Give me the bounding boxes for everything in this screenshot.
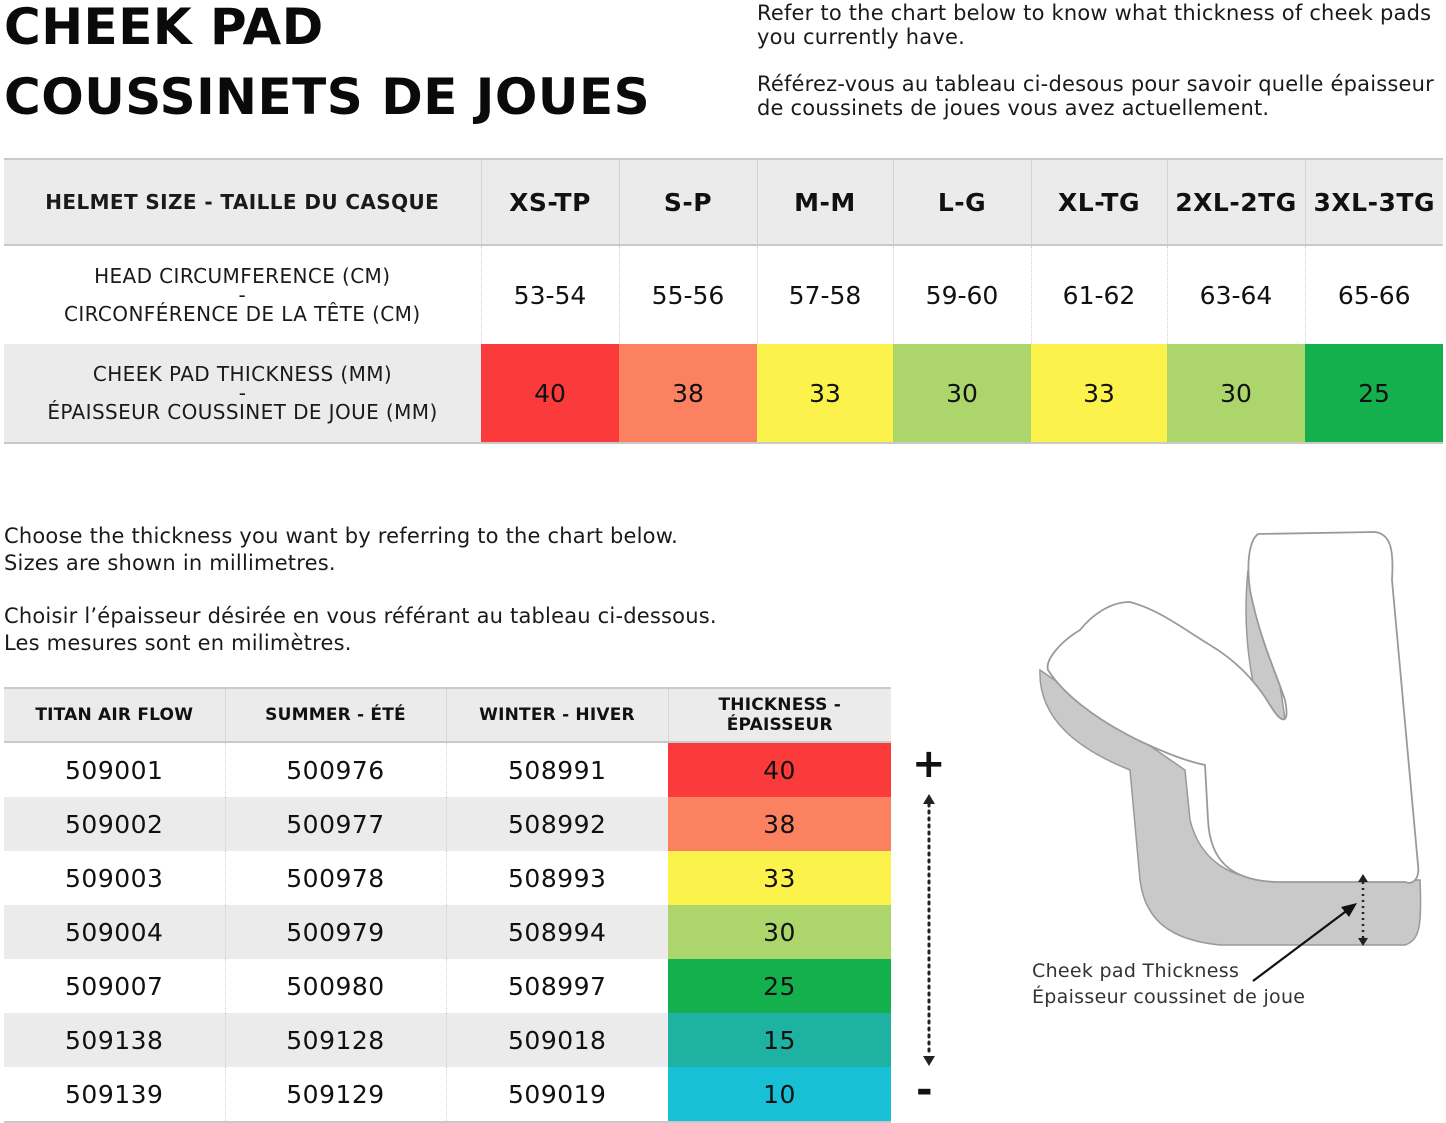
titan-part-cell: 509007 — [65, 971, 164, 1001]
circumference-cell: 55-56 — [619, 245, 757, 344]
thickness-cell: 30 — [1167, 344, 1305, 443]
thickness-value-cell: 25 — [668, 959, 891, 1013]
winter-part-cell: 508994 — [446, 905, 668, 959]
size-xs: XS-TP — [481, 159, 619, 245]
intro-en — [757, 1, 1446, 49]
summer-part-cell: 500976 — [225, 742, 446, 797]
circumference-cell: 57-58 — [757, 245, 893, 344]
winter-part-cell: 508991 — [446, 742, 668, 797]
part-number-table — [4, 687, 891, 1123]
size-m: M-M — [757, 159, 893, 245]
thickness-label-fr: ÉPAISSEUR COUSSINET DE JOUE (MM) — [47, 400, 438, 424]
thickness-label-en: CHEEK PAD THICKNESS (MM) — [92, 362, 393, 386]
thickness-value-cell: 30 — [668, 905, 891, 959]
col-header-thickness: THICKNESS - ÉPAISSEUR — [668, 688, 891, 742]
intro-fr-line-1: Référez-vous au tableau ci-desous pour savoir quelle épaisseur — [757, 72, 1434, 96]
intro-en-line-1: Refer to the chart below to know what thickness of cheek pads — [757, 1, 1432, 25]
caption-fr: Épaisseur coussinet de joue — [1032, 986, 1306, 1008]
size-table — [4, 158, 1443, 444]
choose-fr-line-2: Les mesures sont en milimètres. — [4, 631, 352, 655]
table-row — [4, 905, 891, 959]
col-header-winter: WINTER - HIVER — [446, 688, 668, 742]
circumference-label-dash: - — [238, 283, 247, 307]
size-3xl: 3XL-3TG — [1305, 159, 1443, 245]
circumference-cell: 63-64 — [1167, 245, 1305, 344]
table-row — [4, 797, 891, 851]
winter-part-cell: 509018 — [446, 1013, 668, 1067]
table-row — [4, 959, 891, 1013]
choose-text-fr — [4, 603, 717, 657]
thickness-row — [4, 344, 1443, 443]
title-en: CHEEK PAD — [4, 0, 324, 56]
size-s: S-P — [619, 159, 757, 245]
intro-en-line-2: you currently have. — [757, 25, 965, 49]
thickness-value-cell: 15 — [668, 1013, 891, 1067]
choose-en-line-2: Sizes are shown in millimetres. — [4, 551, 336, 575]
table-row — [4, 742, 891, 797]
titan-part-cell: 509001 — [65, 755, 164, 785]
col-header-summer: SUMMER - ÉTÉ — [225, 688, 446, 742]
choose-text-en — [4, 523, 678, 577]
illustration-caption — [1032, 958, 1305, 1010]
part-header-row — [4, 688, 891, 742]
helmet-size-label: HELMET SIZE - TAILLE DU CASQUE — [4, 159, 481, 245]
winter-part-cell: 508992 — [446, 797, 668, 851]
thickness-cell: 38 — [619, 344, 757, 443]
thickness-cell: 40 — [481, 344, 619, 443]
intro-fr-line-2: de coussinets de joues vous avez actuellement. — [757, 96, 1270, 120]
summer-part-cell: 509129 — [225, 1067, 446, 1122]
circumference-row — [4, 245, 1443, 344]
col-header-titan: TITAN AIR FLOW — [4, 688, 225, 742]
dotted-double-arrow-icon — [905, 790, 953, 1070]
intro-fr — [757, 72, 1446, 120]
circumference-label-fr: CIRCONFÉRENCE DE LA TÊTE (CM) — [63, 302, 421, 326]
circumference-label — [4, 245, 481, 344]
thickness-label — [4, 344, 481, 443]
thickness-cell: 33 — [757, 344, 893, 443]
titan-part-cell: 509004 — [4, 905, 225, 959]
thickness-value-cell: 40 — [668, 742, 891, 797]
circumference-cell: 59-60 — [893, 245, 1031, 344]
titan-part-cell: 509002 — [4, 797, 225, 851]
thickness-cell: 30 — [893, 344, 1031, 443]
titan-part-cell: 509139 — [4, 1067, 225, 1122]
summer-part-cell: 500977 — [225, 797, 446, 851]
summer-part-cell: 500979 — [225, 905, 446, 959]
choose-fr-line-1: Choisir l’épaisseur désirée en vous référant au tableau ci-dessous. — [4, 604, 717, 628]
summer-part-cell: 500978 — [225, 851, 446, 905]
summer-part-cell: 509128 — [225, 1013, 446, 1067]
thickness-value-cell: 38 — [668, 797, 891, 851]
summer-part-cell: 500980 — [225, 959, 446, 1013]
circumference-cell: 61-62 — [1031, 245, 1167, 344]
thickness-cell: 25 — [1305, 344, 1443, 443]
thickness-value-cell: 10 — [668, 1067, 891, 1122]
size-xl: XL-TG — [1031, 159, 1167, 245]
table-row — [4, 851, 891, 905]
thickness-value-cell: 33 — [668, 851, 891, 905]
circumference-cell: 53-54 — [481, 245, 619, 344]
size-l: L-G — [893, 159, 1031, 245]
table-row — [4, 1013, 891, 1067]
titan-part-cell: 509138 — [4, 1013, 225, 1067]
caption-en: Cheek pad Thickness — [1032, 960, 1240, 982]
plus-icon: + — [912, 741, 946, 787]
circumference-cell: 65-66 — [1305, 245, 1443, 344]
thickness-cell: 33 — [1031, 344, 1167, 443]
titan-part-cell: 509003 — [65, 863, 164, 893]
cheek-pad-illustration — [1020, 520, 1440, 960]
title-fr: COUSSINETS DE JOUES — [4, 68, 651, 126]
winter-part-cell: 508997 — [446, 959, 668, 1013]
size-header-row — [4, 159, 1443, 245]
circumference-label-en: HEAD CIRCUMFERENCE (CM) — [94, 264, 391, 288]
thickness-label-dash: - — [238, 381, 247, 405]
winter-part-cell: 508993 — [446, 851, 668, 905]
minus-icon: - — [916, 1067, 933, 1113]
winter-part-cell: 509019 — [446, 1067, 668, 1122]
table-row — [4, 1067, 891, 1122]
choose-en-line-1: Choose the thickness you want by referring to the chart below. — [4, 524, 679, 548]
size-2xl: 2XL-2TG — [1167, 159, 1305, 245]
